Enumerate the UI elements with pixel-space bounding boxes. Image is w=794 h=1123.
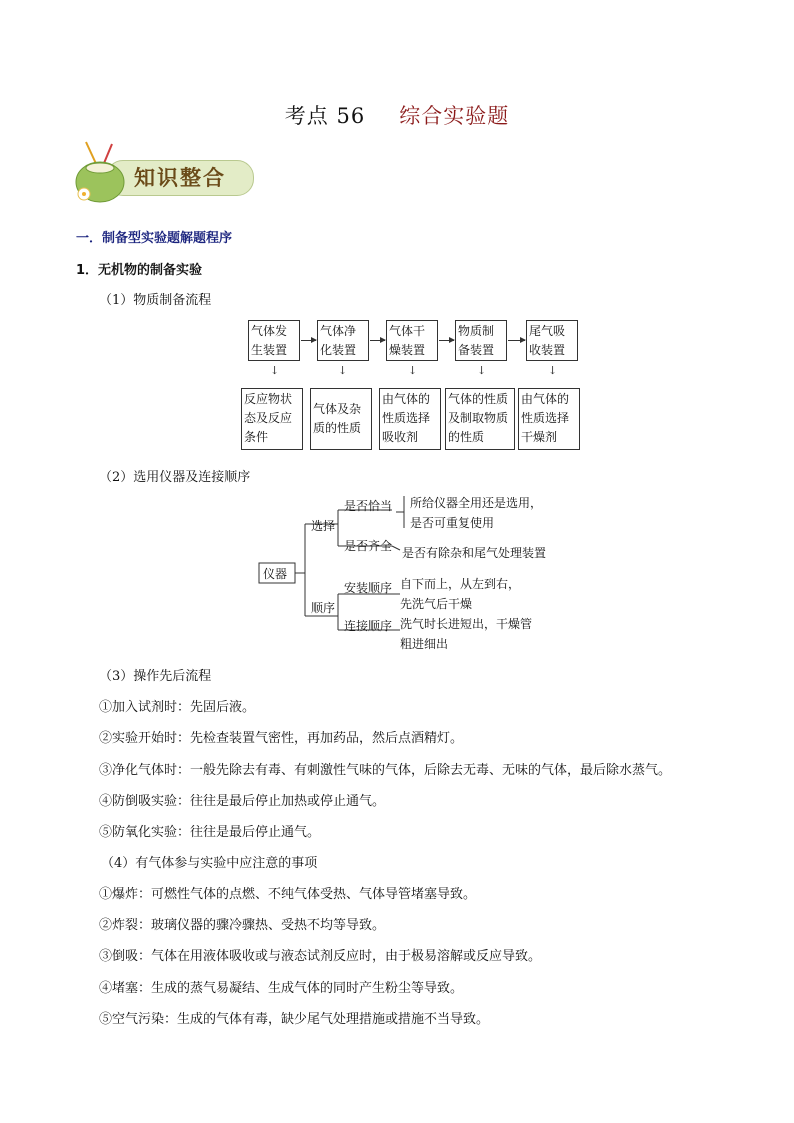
box-line: 气体及杂 <box>313 402 362 416</box>
box-line: 态及反应 <box>244 411 293 425</box>
order-answer-1a: 自下而上，从左到右， <box>400 577 521 591</box>
list-item: ⑤防氧化实验：往往是最后停止通气。 <box>99 825 321 840</box>
box-line: 化装置 <box>320 343 357 357</box>
select-question-2: 是否齐全 <box>344 539 393 553</box>
subsection-heading: 1．无机物的制备实验 <box>76 263 203 278</box>
branch-order: 顺序 <box>311 601 336 615</box>
part1-heading: （1）物质制备流程 <box>99 293 212 308</box>
part4-heading: （4）有气体参与实验中应注意的事项 <box>101 856 318 871</box>
list-item: ③净化气体时：一般先除去有毒、有刺激性气味的气体，后除去无毒、无味的气体，最后除水蒸气。 <box>99 763 672 778</box>
down-arrow: ↓ <box>477 364 487 377</box>
box-line: 及制取物质 <box>448 411 509 425</box>
title-name: 综合实验题 <box>399 104 510 128</box>
list-item: ②炸裂：玻璃仪器的骤冷骤热、受热不均等导致。 <box>99 918 386 933</box>
select-question-1: 是否恰当 <box>344 499 393 513</box>
title-number: 考点 56 <box>284 104 366 128</box>
box-line: 气体干 <box>389 324 426 338</box>
box-line: 质的性质 <box>313 421 362 435</box>
part3-heading: （3）操作先后流程 <box>99 669 212 684</box>
order-answer-2b: 粗进细出 <box>400 637 449 651</box>
box-line: 收装置 <box>529 343 566 357</box>
box-line: 性质选择 <box>521 411 570 425</box>
box-line: 由气体的 <box>382 392 431 406</box>
box-line: 干燥剂 <box>521 430 558 444</box>
select-answer-2: 是否有除杂和尾气处理装置 <box>402 546 547 560</box>
branch-select: 选择 <box>311 519 336 533</box>
down-arrow: ↓ <box>548 364 558 377</box>
list-item: ①爆炸：可燃性气体的点燃、不纯气体受热、气体导管堵塞导致。 <box>99 887 477 902</box>
order-answer-1b: 先洗气后干燥 <box>400 597 473 611</box>
list-item: ④堵塞：生成的蒸气易凝结、生成气体的同时产生粉尘等导致。 <box>99 981 464 996</box>
box-line: 气体发 <box>251 324 288 338</box>
select-answer-1b: 是否可重复使用 <box>410 516 495 530</box>
tree-root: 仪器 <box>263 567 288 581</box>
box-line: 的性质 <box>448 430 485 444</box>
down-arrow: ↓ <box>338 364 348 377</box>
order-question-2: 连接顺序 <box>344 619 393 633</box>
box-line: 吸收剂 <box>382 430 419 444</box>
order-answer-2a: 洗气时长进短出，干燥管 <box>400 617 533 631</box>
down-arrow: ↓ <box>408 364 418 377</box>
box-line: 气体的性质 <box>448 392 509 406</box>
box-line: 备装置 <box>458 343 495 357</box>
list-item: ②实验开始时：先检查装置气密性，再加药品，然后点酒精灯。 <box>99 731 464 746</box>
box-line: 反应物状 <box>244 392 293 406</box>
section-heading: 一．制备型实验题解题程序 <box>76 231 233 246</box>
box-line: 燥装置 <box>389 343 426 357</box>
list-item: ④防倒吸实验：往往是最后停止加热或停止通气。 <box>99 794 386 809</box>
box-line: 性质选择 <box>382 411 431 425</box>
box-line: 条件 <box>244 430 269 444</box>
select-answer-1a: 所给仪器全用还是选用， <box>410 496 543 510</box>
box-line: 尾气吸 <box>529 324 566 338</box>
list-item: ①加入试剂时：先固后液。 <box>99 700 256 715</box>
part2-heading: （2）选用仪器及连接顺序 <box>99 470 251 485</box>
down-arrow: ↓ <box>270 364 280 377</box>
badge-label: 知识整合 <box>134 166 226 190</box>
list-item: ③倒吸：气体在用液体吸收或与液态试剂反应时，由于极易溶解或反应导致。 <box>99 949 542 964</box>
box-line: 由气体的 <box>521 392 570 406</box>
box-line: 生装置 <box>251 343 288 357</box>
list-item: ⑤空气污染：生成的气体有毒，缺少尾气处理措施或措施不当导致。 <box>99 1012 490 1027</box>
box-line: 气体净 <box>320 324 357 338</box>
order-question-1: 安装顺序 <box>344 581 393 595</box>
box-line: 物质制 <box>458 324 495 338</box>
